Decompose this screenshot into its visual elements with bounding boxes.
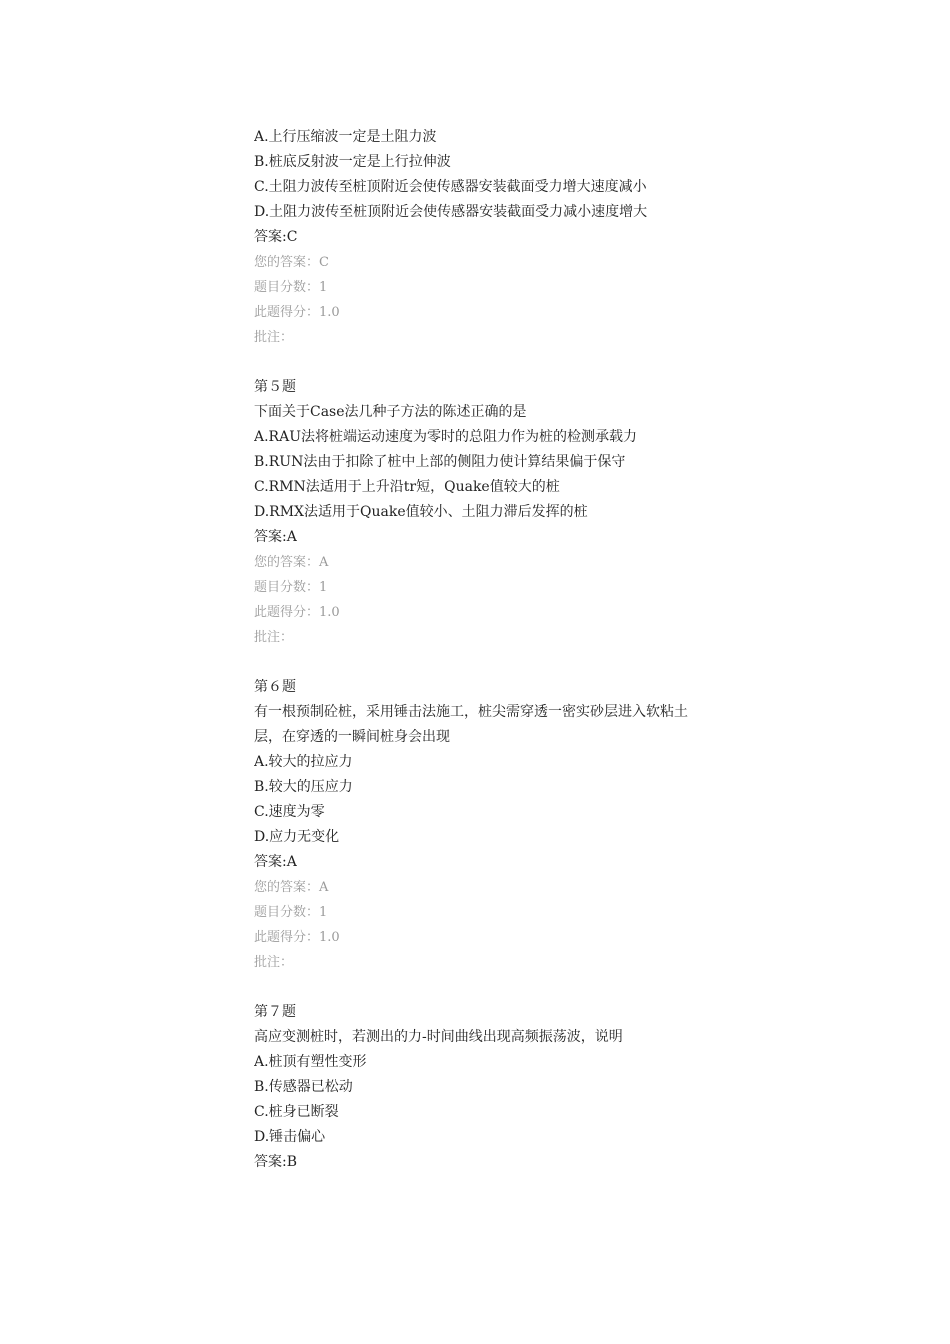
question-number: 第６题 [254, 679, 296, 695]
question-7 [254, 1000, 694, 1175]
option-b: B.RUN法由于扣除了桩中上部的侧阻力使计算结果偏于保守 [254, 454, 626, 470]
annotation: 批注： [254, 955, 294, 970]
your-answer: 您的答案：C [254, 255, 329, 270]
option-a: A.较大的拉应力 [254, 754, 353, 770]
earned-score: 此题得分：1.0 [254, 930, 340, 945]
earned-score: 此题得分：1.0 [254, 305, 340, 320]
option-c: C.土阻力波传至桩顶附近会使传感器安装截面受力增大速度减小 [254, 179, 647, 195]
annotation: 批注： [254, 630, 294, 645]
option-c: C.桩身已断裂 [254, 1104, 339, 1120]
question-score: 题目分数：1 [254, 280, 328, 295]
option-d: D.RMX法适用于Quake值较小、土阻力滞后发挥的桩 [254, 504, 588, 520]
your-answer: 您的答案：A [254, 555, 329, 570]
question-5 [254, 375, 694, 650]
earned-score: 此题得分：1.0 [254, 605, 340, 620]
spacer [254, 975, 694, 1000]
question-stem: 下面关于Case法几种子方法的陈述正确的是 [254, 404, 527, 420]
answer: 答案:A [254, 854, 297, 870]
option-d: D.锤击偏心 [254, 1129, 326, 1145]
question-score: 题目分数：1 [254, 580, 328, 595]
option-b: B.传感器已松动 [254, 1079, 353, 1095]
option-a: A.桩顶有塑性变形 [254, 1054, 367, 1070]
question-number: 第５题 [254, 379, 296, 395]
question-stem: 有一根预制砼桩，采用锤击法施工，桩尖需穿透一密实砂层进入软粘土层，在穿透的一瞬间桩身会出现 [254, 704, 688, 745]
answer: 答案:B [254, 1154, 298, 1170]
your-answer: 您的答案：A [254, 880, 329, 895]
question-4-tail [254, 125, 694, 350]
question-number: 第７题 [254, 1004, 296, 1020]
option-b: B.桩底反射波一定是上行拉伸波 [254, 154, 451, 170]
question-stem: 高应变测桩时，若测出的力-时间曲线出现高频振荡波，说明 [254, 1029, 623, 1045]
option-c: C.RMN法适用于上升沿tr短，Quake值较大的桩 [254, 479, 560, 495]
question-score: 题目分数：1 [254, 905, 328, 920]
option-d: D.应力无变化 [254, 829, 340, 845]
option-c: C.速度为零 [254, 804, 325, 820]
annotation: 批注： [254, 330, 294, 345]
option-b: B.较大的压应力 [254, 779, 353, 795]
answer: 答案:C [254, 229, 298, 245]
answer: 答案:A [254, 529, 297, 545]
option-d: D.土阻力波传至桩顶附近会使传感器安装截面受力减小速度增大 [254, 204, 648, 220]
spacer [254, 350, 694, 375]
question-list [254, 125, 694, 1175]
option-a: A.RAU法将桩端运动速度为零时的总阻力作为桩的检测承载力 [254, 429, 638, 445]
spacer [254, 650, 694, 675]
option-a: A.上行压缩波一定是土阻力波 [254, 129, 437, 145]
question-6 [254, 675, 694, 975]
